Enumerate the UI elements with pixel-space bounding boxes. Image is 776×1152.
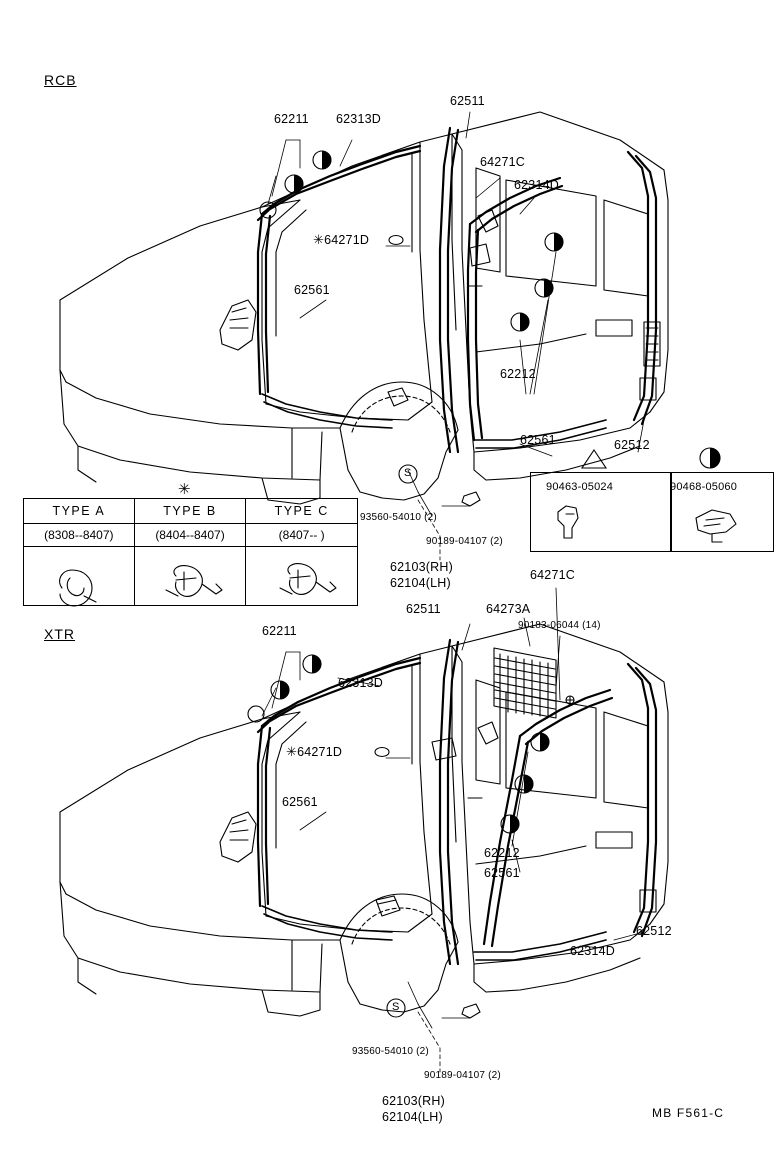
- label-62103-xtr: [382, 1094, 445, 1108]
- label-64273a: 64273A: [486, 602, 531, 616]
- label-64271d-xtr: [286, 745, 342, 759]
- type-table-picture-row: [24, 547, 358, 606]
- triangle-marker: [580, 448, 608, 470]
- label-62561-bottom: 62561: [520, 433, 556, 447]
- label-62103-xtr-suffix: (RH): [417, 1094, 445, 1108]
- label-62103-text: 62103: [390, 560, 426, 574]
- label-62314d-xtr: 62314D: [570, 944, 615, 958]
- label-62211-xtr: 62211: [262, 624, 297, 638]
- type-b-clip-image: [134, 547, 246, 606]
- label-90183-06044: 90183-06044 (14): [518, 620, 601, 631]
- label-62104-xtr: [382, 1110, 443, 1124]
- type-c-range: (8407-- ): [246, 524, 358, 547]
- label-62104-suffix: (LH): [425, 576, 451, 590]
- label-62212-xtr: 62212: [484, 846, 520, 860]
- label-62313d: 62313D: [336, 112, 381, 126]
- label-62313d-xtr: 62313D: [338, 676, 383, 690]
- label-64271d-text: 64271D: [324, 233, 370, 247]
- label-62104-text: 62104: [390, 576, 426, 590]
- label-64271c: 64271C: [480, 155, 525, 169]
- legend-code-90463: 90463-05024: [546, 481, 614, 493]
- label-62103: [390, 560, 453, 574]
- label-64271c-xtr: 64271C: [530, 568, 575, 582]
- legend-code-90468: 90468-05060: [670, 481, 738, 493]
- label-90189-04107-xtr: 90189-04107 (2): [424, 1070, 501, 1081]
- type-b-range: (8404--8407): [134, 524, 246, 547]
- label-64271d: [313, 233, 369, 247]
- label-62104: [390, 576, 451, 590]
- label-62314d: 62314D: [514, 178, 559, 192]
- screw-marker-rcb: S: [404, 467, 412, 479]
- label-93560-54010: 93560-54010 (2): [360, 512, 437, 523]
- label-62212: 62212: [500, 367, 536, 381]
- label-62561-left-xtr: 62561: [282, 795, 318, 809]
- label-62512-xtr: 62512: [636, 924, 672, 938]
- label-62561-left: 62561: [294, 283, 330, 297]
- section-title-rcb: RCB: [44, 72, 77, 88]
- type-table: [23, 498, 358, 606]
- section-title-xtr: XTR: [44, 626, 75, 642]
- label-62511: 62511: [450, 94, 485, 108]
- type-table-range-row: [24, 524, 358, 547]
- label-90189-04107: 90189-04107 (2): [426, 536, 503, 547]
- type-a-header: TYPE A: [24, 499, 135, 524]
- label-62511-xtr: 62511: [406, 602, 441, 616]
- label-62561-mid-xtr: 62561: [484, 866, 520, 880]
- label-62103-suffix: (RH): [425, 560, 453, 574]
- label-93560-54010-xtr: 93560-54010 (2): [352, 1046, 429, 1057]
- type-table-star: ✳: [178, 481, 191, 498]
- label-62104-xtr-suffix: (LH): [417, 1110, 443, 1124]
- type-a-clip-image: [24, 547, 135, 606]
- type-c-header: TYPE C: [246, 499, 358, 524]
- star-marker-xtr: ✳: [286, 744, 298, 759]
- footer-code: MB F561-C: [652, 1106, 725, 1120]
- screw-marker-xtr: S: [392, 1001, 400, 1013]
- label-62211: 62211: [274, 112, 309, 126]
- type-c-clip-image: [246, 547, 358, 606]
- label-62512: 62512: [614, 438, 650, 452]
- label-64271d-xtr-text: 64271D: [297, 745, 343, 759]
- half-circle-marker: [698, 446, 722, 470]
- type-table-header-row: [24, 499, 358, 524]
- label-62103-xtr-text: 62103: [382, 1094, 418, 1108]
- label-62104-xtr-text: 62104: [382, 1110, 418, 1124]
- star-marker: ✳: [313, 232, 325, 247]
- type-a-range: (8308--8407): [24, 524, 135, 547]
- type-b-header: TYPE B: [134, 499, 246, 524]
